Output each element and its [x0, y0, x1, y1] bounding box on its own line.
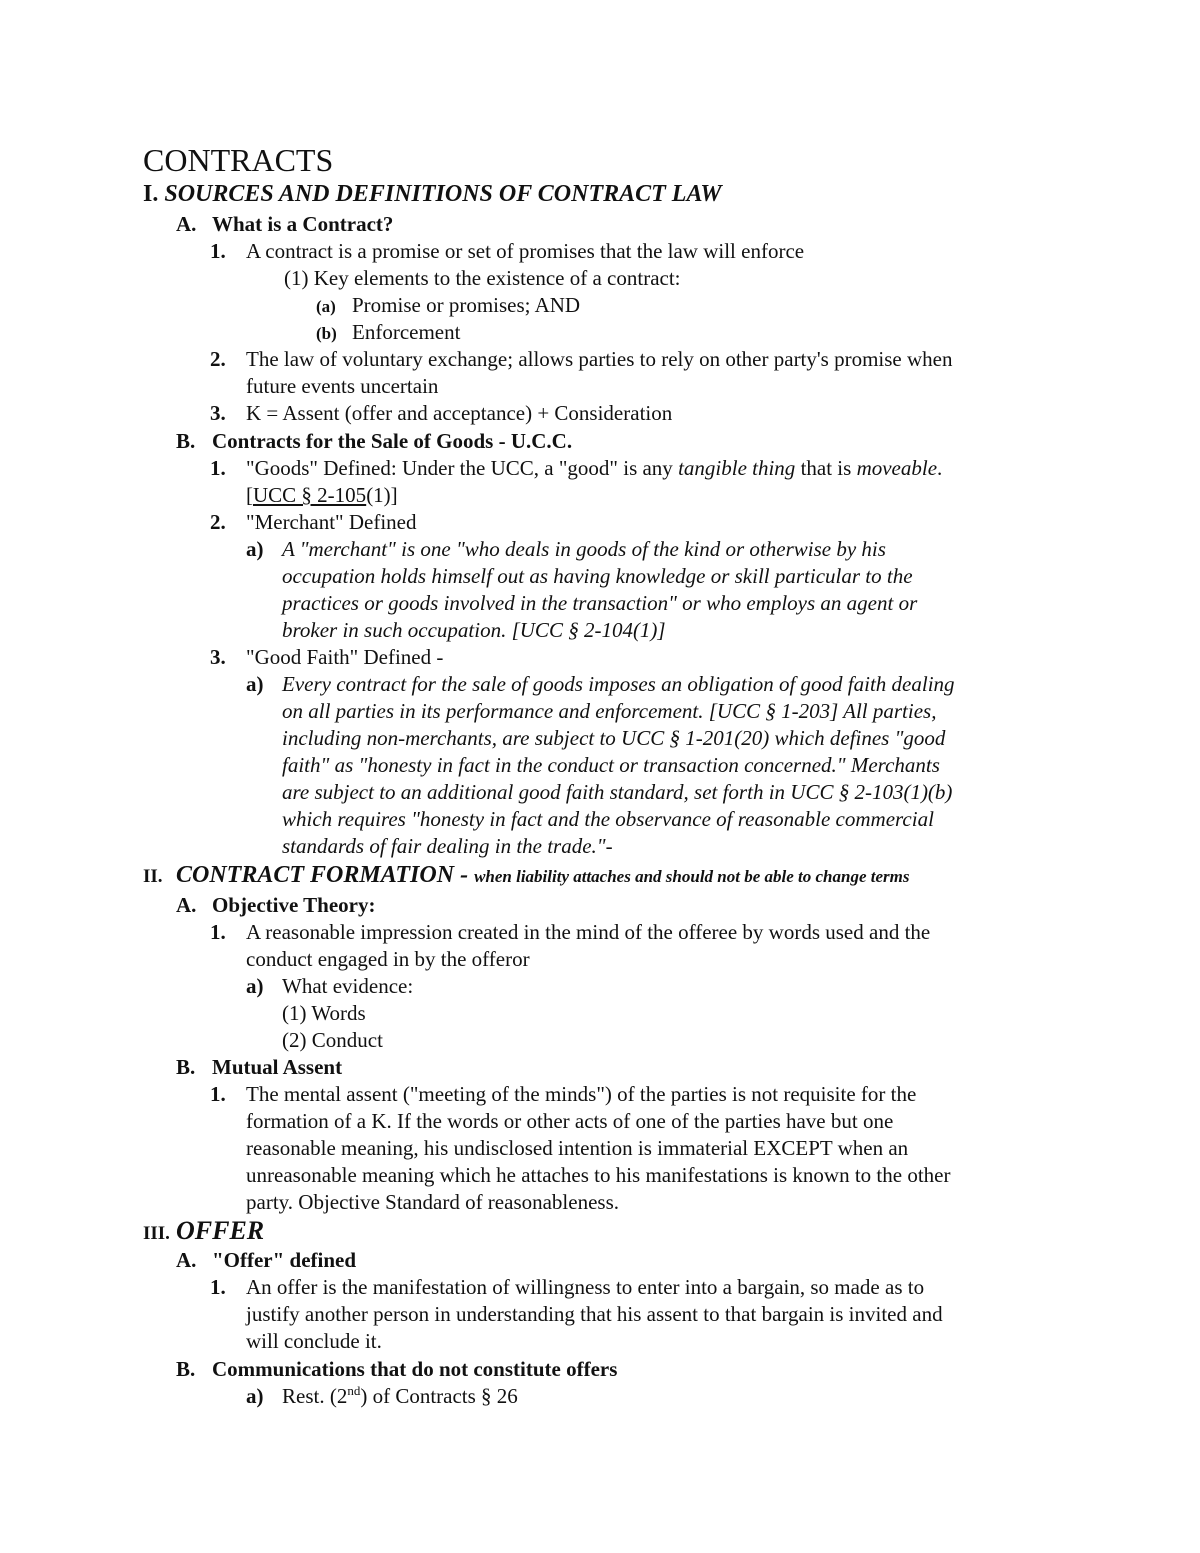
- outline-marker: 2.: [210, 510, 226, 534]
- section-number: III.: [143, 1223, 170, 1244]
- list-item-text: A contract is a promise or set of promises that the law will enforce: [246, 239, 805, 263]
- subsection-heading: [176, 1054, 342, 1080]
- list-item-text: "Merchant" Defined: [246, 510, 417, 534]
- list-item-continuation: reasonable meaning, his undisclosed intention is immaterial EXCEPT when an: [246, 1136, 909, 1160]
- heading-dash: -: [454, 862, 475, 888]
- list-subitem: (1) Key elements to the existence of a contract:: [284, 266, 681, 290]
- list-item: [210, 455, 942, 481]
- section-number: II.: [143, 866, 163, 887]
- outline-marker: 3.: [210, 401, 226, 425]
- list-item-continuation: formation of a K. If the words or other acts of one of the parties have but one: [246, 1109, 894, 1133]
- section-title: OFFER: [176, 1216, 265, 1245]
- subsection-title: Contracts for the Sale of Goods - U.C.C.: [212, 429, 573, 453]
- outline-marker: B.: [176, 1055, 196, 1079]
- outline-marker: 1.: [210, 1275, 226, 1299]
- list-subitem: [246, 536, 886, 562]
- list-item-continuation: conduct engaged in by the offeror: [246, 947, 530, 971]
- list-item-text: ) of Contracts § 26: [360, 1384, 518, 1408]
- outline-marker: a): [246, 974, 264, 998]
- list-item-continuation: which requires "honesty in fact and the observance of reasonable commercial: [282, 807, 934, 831]
- list-item-text: The mental assent ("meeting of the minds") of the parties is not requisite for the: [246, 1082, 917, 1106]
- outline-marker: B.: [176, 1357, 196, 1381]
- outline-marker: 1.: [210, 456, 226, 480]
- list-item-text: that is: [795, 456, 857, 480]
- list-subitem: (1) Words: [282, 1001, 366, 1025]
- list-subitem: [316, 319, 460, 347]
- subsection-title: Mutual Assent: [212, 1055, 343, 1079]
- list-item-text: An offer is the manifestation of willingness to enter into a bargain, so made as to: [246, 1275, 925, 1299]
- list-item: [210, 919, 930, 945]
- list-item: [210, 509, 417, 535]
- subsection-title: Objective Theory:: [212, 893, 376, 917]
- section-heading-2: [143, 862, 910, 890]
- list-item: [210, 400, 672, 426]
- outline-marker: (b): [316, 324, 337, 343]
- citation-link[interactable]: UCC § 2-105: [253, 483, 367, 507]
- subsection-title: What is a Contract?: [212, 212, 394, 236]
- outline-marker: 2.: [210, 347, 226, 371]
- list-item: [210, 346, 953, 372]
- list-item-continuation: standards of fair dealing in the trade."-: [282, 834, 613, 858]
- list-item-text: K = Assent (offer and acceptance) + Consideration: [246, 401, 673, 425]
- citation-rest: (1)]: [366, 483, 398, 507]
- list-item-text: The law of voluntary exchange; allows parties to rely on other party's promise when: [246, 347, 953, 371]
- list-item-continuation: unreasonable meaning which he attaches to his manifestations is known to the other: [246, 1163, 951, 1187]
- section-number: I.: [143, 181, 159, 207]
- list-item-continuation: will conclude it.: [246, 1329, 382, 1353]
- subsection-heading: [176, 1247, 356, 1273]
- subsection-heading: [176, 211, 393, 237]
- section-title: CONTRACT FORMATION: [176, 862, 455, 888]
- outline-marker: a): [246, 1384, 264, 1408]
- list-item-text: Enforcement: [352, 320, 461, 344]
- list-subitem: [246, 1383, 518, 1409]
- outline-marker: 1.: [210, 1082, 226, 1106]
- superscript: nd: [347, 1383, 361, 1398]
- list-item: [210, 1274, 924, 1300]
- list-item-text: Promise or promises; AND: [352, 293, 581, 317]
- list-item: [210, 238, 804, 264]
- subsection-title: "Offer" defined: [212, 1248, 357, 1272]
- outline-marker: 3.: [210, 645, 226, 669]
- list-subitem: [246, 973, 413, 999]
- emphasis-text: tangible thing: [678, 456, 796, 480]
- list-item-text: What evidence:: [282, 974, 414, 998]
- section-heading-1: [143, 181, 722, 207]
- subsection-title: Communications that do not constitute offers: [212, 1357, 618, 1381]
- list-item-continuation: practices or goods involved in the transaction" or who employs an agent or: [282, 591, 918, 615]
- list-item-text: Every contract for the sale of goods imposes an obligation of good faith dealing: [282, 672, 955, 696]
- list-item-continuation: occupation holds himself out as having knowledge or skill particular to the: [282, 564, 913, 588]
- list-item-text: Rest. (2: [282, 1384, 348, 1408]
- outline-marker: a): [246, 537, 264, 561]
- list-item-text: A reasonable impression created in the mind of the offeree by words used and the: [246, 920, 931, 944]
- list-item-continuation: including non-merchants, are subject to UCC § 1-201(20) which defines "good: [282, 726, 946, 750]
- list-subitem: [316, 292, 580, 320]
- outline-marker: A.: [176, 1248, 197, 1272]
- list-item-text: A "merchant" is one "who deals in goods of the kind or otherwise by his: [282, 537, 886, 561]
- list-item-continuation: faith" as "honesty in fact in the conduct or transaction concerned." Merchants: [282, 753, 940, 777]
- outline-marker: 1.: [210, 239, 226, 263]
- list-item: [210, 644, 443, 670]
- subsection-heading: [176, 892, 376, 918]
- outline-marker: A.: [176, 893, 197, 917]
- outline-marker: (a): [316, 297, 336, 316]
- list-item-continuation: are subject to an additional good faith standard, set forth in UCC § 2-103(1)(b): [282, 780, 953, 804]
- citation: [246, 482, 398, 508]
- list-item-text: "Good Faith" Defined -: [246, 645, 444, 669]
- list-item: [210, 1081, 916, 1107]
- emphasis-text: moveable: [856, 456, 938, 480]
- document-title: CONTRACTS: [143, 142, 334, 178]
- section-heading-3: [143, 1218, 264, 1247]
- list-item-text: "Goods" Defined: Under the UCC, a "good" is any: [246, 456, 679, 480]
- outline-marker: a): [246, 672, 264, 696]
- subsection-heading: [176, 1356, 617, 1382]
- outline-marker: A.: [176, 212, 197, 236]
- list-subitem: (2) Conduct: [282, 1028, 383, 1052]
- list-item-continuation: party. Objective Standard of reasonableness.: [246, 1190, 620, 1214]
- list-item-continuation: justify another person in understanding that his assent to that bargain is invited and: [246, 1302, 943, 1326]
- list-item-continuation: on all parties in its performance and enforcement. [UCC § 1-203] All parties,: [282, 699, 937, 723]
- section-note: when liability attaches and should not be able to change terms: [474, 867, 910, 886]
- outline-marker: 1.: [210, 920, 226, 944]
- list-subitem: [246, 671, 955, 697]
- outline-marker: B.: [176, 429, 196, 453]
- list-item-continuation: future events uncertain: [246, 374, 439, 398]
- list-item-text: .: [937, 456, 943, 480]
- subsection-heading: [176, 428, 572, 454]
- list-item-continuation: broker in such occupation. [UCC § 2-104(1)]: [282, 618, 666, 642]
- section-title: SOURCES AND DEFINITIONS OF CONTRACT LAW: [164, 181, 722, 207]
- citation-bracket: [: [246, 483, 253, 507]
